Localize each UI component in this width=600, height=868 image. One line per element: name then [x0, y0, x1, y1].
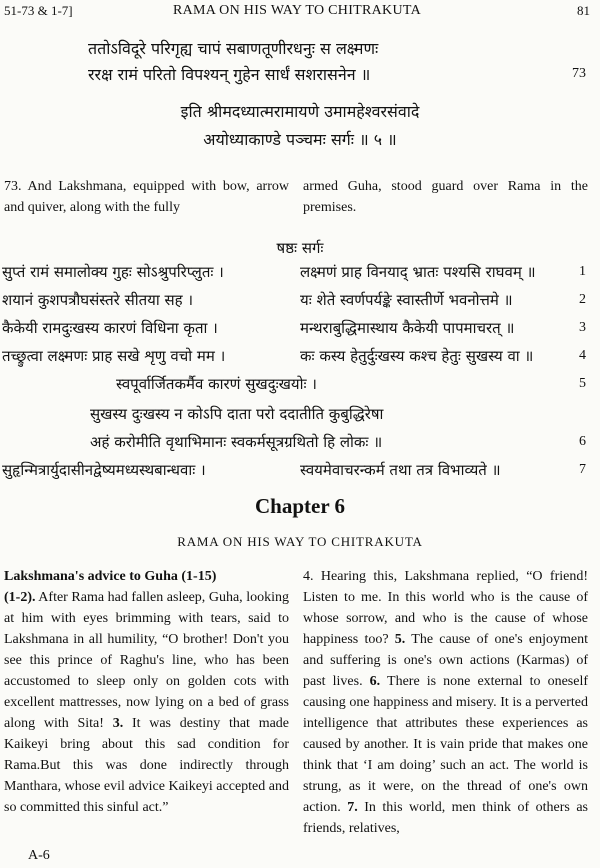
running-header	[4, 3, 590, 23]
verse-1-number: 1	[579, 264, 586, 279]
verse-6-a: सुखस्य दुःखस्य न कोऽपि दाता परो ददातीति कुबुद्धिरेषा	[90, 405, 384, 423]
colophon-line1: इति श्रीमदध्यात्मरामायणे उमामहेश्वरसंवादे	[180, 102, 420, 121]
verse-3-a: कैकेयी रामदुःखस्य कारणं विधिना कृता ।	[2, 319, 218, 337]
verse-5: स्वपूर्वार्जितकर्मैव कारणं सुखदुःखयोः ।	[116, 375, 317, 393]
verse-7-number: 7	[579, 462, 586, 477]
translation-73-left: 73. And Lakshmana, equipped with bow, arrow and quiver, along with the fully	[4, 179, 289, 215]
verse73-line1: ततोऽविदूरे परिगृह्य चापं सबाणतूणीरधनुः स लक्ष्मणः	[88, 39, 379, 58]
para-num-7: 7.	[347, 800, 358, 815]
body-left-column	[4, 566, 289, 839]
sarga-title: षष्ठः सर्गः	[276, 239, 324, 257]
verse-1-a: सुप्तं रामं समालोक्य गुहः सोऽश्रुपरिप्लुतः ।	[2, 263, 224, 281]
translation-73	[4, 176, 588, 218]
verse-4-b: कः कस्य हेतुर्दुःखस्य कश्च हेतुः सुखस्य वा ॥	[300, 347, 534, 365]
header-title: RAMA ON HIS WAY TO CHITRAKUTA	[172, 3, 422, 18]
para-num-5: 5.	[394, 632, 406, 647]
chapter-body	[4, 566, 588, 839]
verse-4-a: तच्छ्रुत्वा लक्ष्मणः प्राह सखे शृणु वचो मम ।	[2, 347, 226, 365]
header-verse-range: 51-73 & 1-7]	[4, 3, 73, 18]
verse-7-a: सुहृन्मित्रार्युदासीनद्वेष्यमध्यस्थबान्धवाः ।	[2, 461, 206, 479]
verse-7-b: स्वयमेवाचरन्कर्म तथा तत्र विभाव्यते ॥	[300, 461, 501, 479]
para-3: It was destiny that made Kaikeyi bring about this sad condition for Rama.But this was done indirectly through Manthara, whose evil advice Kaikeyi accepted and so committed this sinful act.”	[4, 716, 290, 815]
verse-6-b: अहं करोमीति वृथाभिमानः स्वकर्मसूत्रग्रथितो हि लोकः ॥	[90, 433, 383, 451]
verse73-number: 73	[572, 66, 586, 81]
verse-4-number: 4	[579, 348, 586, 363]
chapter-subtitle: RAMA ON HIS WAY TO CHITRAKUTA	[177, 534, 423, 549]
para-num-4: 4.	[303, 569, 314, 584]
para-6: There is none external to oneself causing one happiness and misery. It is a perverted intelligence that attributes these experiences as caused by another. It is vain pride that makes one think that ‘I am doing’ such an act. The world is strung, as it were, on the thread of one's own action.	[303, 674, 589, 815]
body-right-column	[303, 566, 588, 839]
para-num-1-2: (1-2).	[4, 590, 36, 605]
verse-2-number: 2	[579, 292, 586, 307]
page-number: 81	[577, 3, 590, 18]
para-4: Hearing this, Lakshmana replied, “O friend! Listen to me. In this world who is the cause of whose sorrow, and who is the cause of whose happiness too?	[303, 569, 589, 647]
verse-2-a: शयानं कुशपत्रौघसंस्तरे सीतया सह ।	[2, 291, 194, 309]
verse-1-b: लक्ष्मणं प्राह विनयाद् भ्रातः पश्यसि राघवम् ॥	[300, 263, 536, 281]
verse73-line2: ररक्ष रामं परितो विपश्यन् गुहेन सार्धं सशरासनेन ॥	[88, 65, 371, 84]
verse-5-number: 5	[579, 376, 586, 391]
para-5: The cause of one's enjoyment and suffering is one's own actions (Karmas) of past lives.	[303, 632, 588, 689]
para-7: In this world, men think of others as friends, relatives,	[303, 800, 589, 836]
verse-3-number: 3	[579, 320, 586, 335]
verse-2-b: यः शेते स्वर्णपर्यङ्के स्वास्तीर्णे भवनोत्तमे ॥	[300, 291, 513, 309]
verse-6-number: 6	[579, 434, 586, 449]
para-1-2: After Rama had fallen asleep, Guha, looking at him with eyes brimming with tears, said to Lakshmana in all humility, “O brother! Don't you see this prince of Raghu's line, who has been accustomed to sleep only on golden cots with excellent mattresses, now lying on a bed of grass along with Sita!	[4, 590, 290, 731]
page-footer: A-6	[28, 848, 50, 863]
section-heading: Lakshmana's advice to Guha (1-15)	[4, 569, 217, 584]
verse-3-b: मन्थराबुद्धिमास्थाय कैकेयी पापमाचरत् ॥	[300, 319, 515, 337]
para-num-3: 3.	[112, 716, 124, 731]
colophon-line2: अयोध्याकाण्डे पञ्चमः सर्गः ॥ ५ ॥	[203, 130, 397, 149]
chapter-title: Chapter 6	[254, 494, 346, 518]
para-num-6: 6.	[369, 674, 381, 689]
translation-73-right: armed Guha, stood guard over Rama in the premises.	[303, 179, 588, 215]
